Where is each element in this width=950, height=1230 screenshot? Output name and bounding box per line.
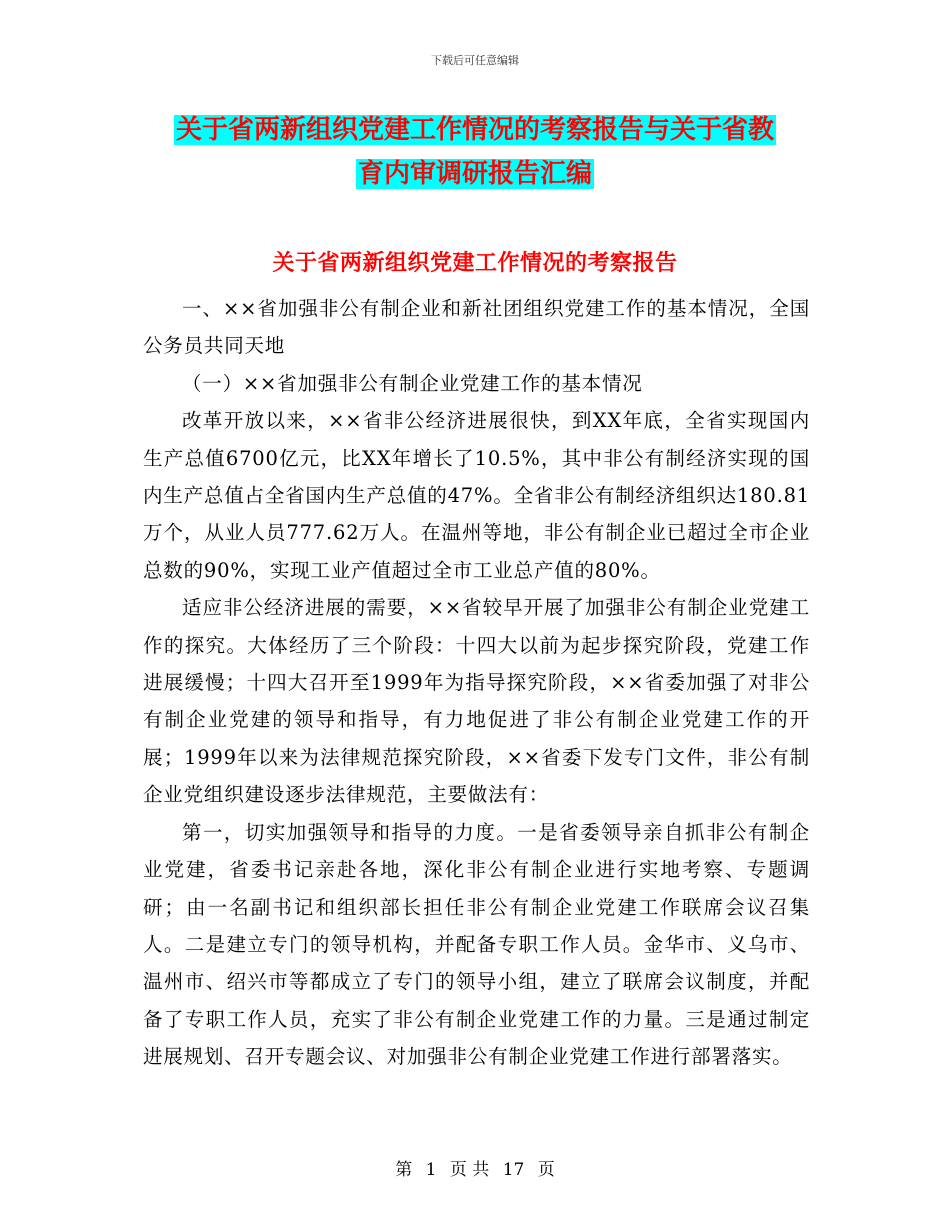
- document-title: [140, 108, 810, 196]
- header-note: 下载后可任意编辑: [431, 54, 519, 67]
- footer-prefix: 第: [395, 1160, 413, 1180]
- document-title-line-2: 育内审调研报告汇编: [357, 159, 592, 189]
- footer-page-number: 1: [425, 1160, 437, 1180]
- paragraph-4: 适应非公经济进展的需要，××省较早开展了加强非公有制企业党建工作的探究。大体经历了三个阶段：十四大以前为起步探究阶段，党建工作进展缓慢；十四大召开至1999年为指导探究阶段，××省委加强了对非公有制企业党建的领导和指导，有力地促进了非公有制企业党建工作的开展；1999年以来为法律规范探究阶段，××省委下发专门文件，非公有制企业党组织建设逐步法律规范，主要做法有：: [143, 596, 810, 807]
- footer-mid: 页 共: [449, 1160, 490, 1180]
- paragraph-3: 改革开放以来，××省非公经济进展很快，到XX年底，全省实现国内生产总值6700亿元，比XX年增长了10.5%，其中非公有制经济实现的国内生产总值占全省国内生产总值的47%。全省非公有制经济组织达180.81万个，从业人员777.62万人。在温州等地，非公有制企业已超过全市企业总数的90%，实现工业产值超过全市工业总产值的80%。: [143, 409, 810, 582]
- document-title-line-1: 关于省两新组织党建工作情况的考察报告与关于省教: [175, 115, 774, 145]
- paragraph-1: 一、××省加强非公有制企业和新社团组织党建工作的基本情况，全国公务员共同天地: [143, 297, 810, 358]
- section-title: 关于省两新组织党建工作情况的考察报告: [272, 251, 678, 276]
- paragraph-2: （一）××省加强非公有制企业党建工作的基本情况: [182, 371, 643, 395]
- paragraph-5: 第一，切实加强领导和指导的力度。一是省委领导亲自抓非公有制企业党建，省委书记亲赴各地，深化非公有制企业进行实地考察、专题调研；由一名副书记和组织部长担任非公有制企业党建工作联席会议召集人。二是建立专门的领导机构，并配备专职工作人员。金华市、义乌市、温州市、绍兴市等都成立了专门的领导小组，建立了联席会议制度，并配备了专职工作人员，充实了非公有制企业党建工作的力量。三是通过制定进展规划、召开专题会议、对加强非公有制企业党建工作进行部署落实。: [143, 820, 810, 1069]
- footer-suffix: 页: [537, 1160, 555, 1180]
- footer-total-pages: 17: [502, 1160, 525, 1180]
- page-footer: [0, 1155, 950, 1180]
- body-text: [143, 290, 810, 1076]
